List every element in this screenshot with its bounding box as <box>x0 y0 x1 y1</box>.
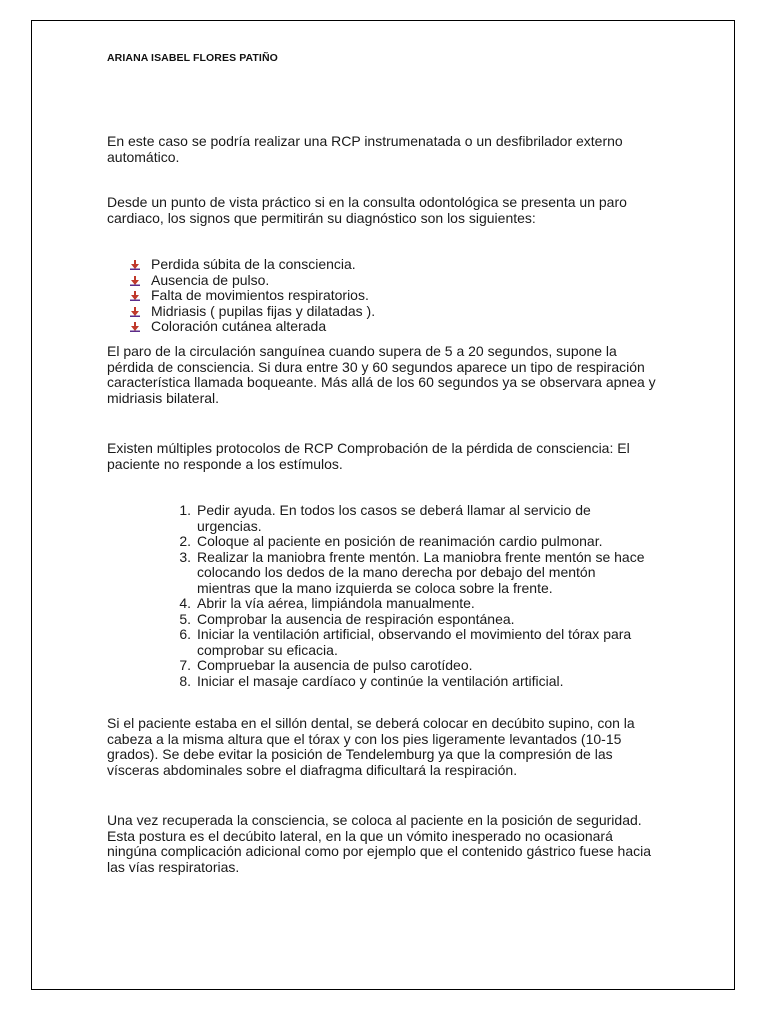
rcp-step-item <box>175 658 645 674</box>
rcp-step-number: 1. <box>179 502 191 518</box>
rcp-step-number: 4. <box>179 595 191 611</box>
paragraph-intro: En este caso se podría realizar una RCP instrumenatada o un desfibrilador externo automático. <box>107 133 623 165</box>
signs-list-item <box>130 273 375 289</box>
signs-list-item-text: Coloración cutánea alterada <box>151 318 327 334</box>
signs-list <box>130 257 375 335</box>
rcp-step-number: 5. <box>179 610 191 627</box>
rcp-step-text: Realizar la maniobra frente mentón. La maniobra frente mentón se hace colocando los dedos de la mano derecha por debajo del mentón mientras que la mano izquierda se coloca sobre la frente. <box>197 548 645 596</box>
signs-list-item <box>130 304 375 320</box>
signs-list-item-text: Midriasis ( pupilas fijas y dilatadas ). <box>151 302 376 319</box>
rcp-step-item <box>175 674 645 690</box>
rcp-step-number: 6. <box>179 626 191 642</box>
rcp-step-text: Abrir la vía aérea, limpiándola manualmente. <box>197 595 475 611</box>
arrow-down-bullet-icon <box>130 276 140 286</box>
signs-list-item-text: Falta de movimientos respiratorios. <box>151 287 369 303</box>
rcp-step-text: Iniciar el masaje cardíaco y continúe la ventilación artificial. <box>197 672 564 689</box>
rcp-step-text: Comprobar la ausencia de respiración espontánea. <box>197 610 515 627</box>
signs-list-item <box>130 319 375 335</box>
paragraph-position: Si el paciente estaba en el sillón dental, se deberá colocar en decúbito supino, con la cabeza a la misma altura que el tórax y con los pies ligeramente levantados (10-15 grados). Se debe evitar la posición de Tendelemburg ya que la compresión de las vísceras abdominales sobre el diafragma dificultará la respiración. <box>107 715 635 778</box>
paragraph-signs-intro: Desde un punto de vista práctico si en la consulta odontológica se presenta un paro cardiaco, los signos que permitirán su diagnóstico son los siguientes: <box>107 194 627 226</box>
rcp-step-text: Pedir ayuda. En todos los casos se deberá llamar al servicio de urgencias. <box>197 502 591 534</box>
paragraph-protocols: Existen múltiples protocolos de RCP Comprobación de la pérdida de consciencia: El paciente no responde a los estímulos. <box>107 440 630 472</box>
arrow-down-bullet-icon <box>130 291 140 301</box>
rcp-step-number: 8. <box>179 672 191 689</box>
rcp-step-text: Iniciar la ventilación artificial, observando el movimiento del tórax para comprobar su eficacia. <box>197 626 632 658</box>
signs-list-item-text: Perdida súbita de la consciencia. <box>151 256 356 272</box>
arrow-down-bullet-icon <box>130 322 140 332</box>
rcp-step-item <box>175 534 645 550</box>
rcp-step-text: Coloque al paciente en posición de reanimación cardio pulmonar. <box>197 533 603 549</box>
rcp-step-item <box>175 503 645 534</box>
rcp-step-item <box>175 612 645 628</box>
arrow-down-bullet-icon <box>130 260 140 270</box>
rcp-step-number: 3. <box>179 548 191 565</box>
rcp-step-item <box>175 627 645 658</box>
arrow-down-bullet-icon <box>130 307 140 317</box>
author-name: ARIANA ISABEL FLORES PATIÑO <box>107 52 278 64</box>
paragraph-circulation: El paro de la circulación sanguínea cuando supera de 5 a 20 segundos, supone la pérdida de consciencia. Si dura entre 30 y 60 segundos aparece un tipo de respiración característica llamada boqueante. Más allá de los 60 segundos ya se observara apnea y midriasis bilateral. <box>107 343 656 406</box>
rcp-step-text: Compruebar la ausencia de pulso carotídeo. <box>197 657 473 673</box>
document-page <box>31 20 735 990</box>
rcp-step-item <box>175 550 645 597</box>
signs-list-item <box>130 288 375 304</box>
rcp-steps-list <box>175 503 645 689</box>
paragraph-recovery: Una vez recuperada la consciencia, se coloca al paciente en la posición de seguridad. Esta postura es el decúbito lateral, en la que un vómito inesperado no ocasionará ningúna complicación adicional como por ejemplo que el contenido gástrico fuese hacia las vías respiratorias. <box>107 812 652 875</box>
signs-list-item-text: Ausencia de pulso. <box>151 271 270 288</box>
rcp-step-number: 2. <box>179 533 191 549</box>
signs-list-item <box>130 257 375 273</box>
rcp-step-item <box>175 596 645 612</box>
rcp-step-number: 7. <box>179 657 191 673</box>
